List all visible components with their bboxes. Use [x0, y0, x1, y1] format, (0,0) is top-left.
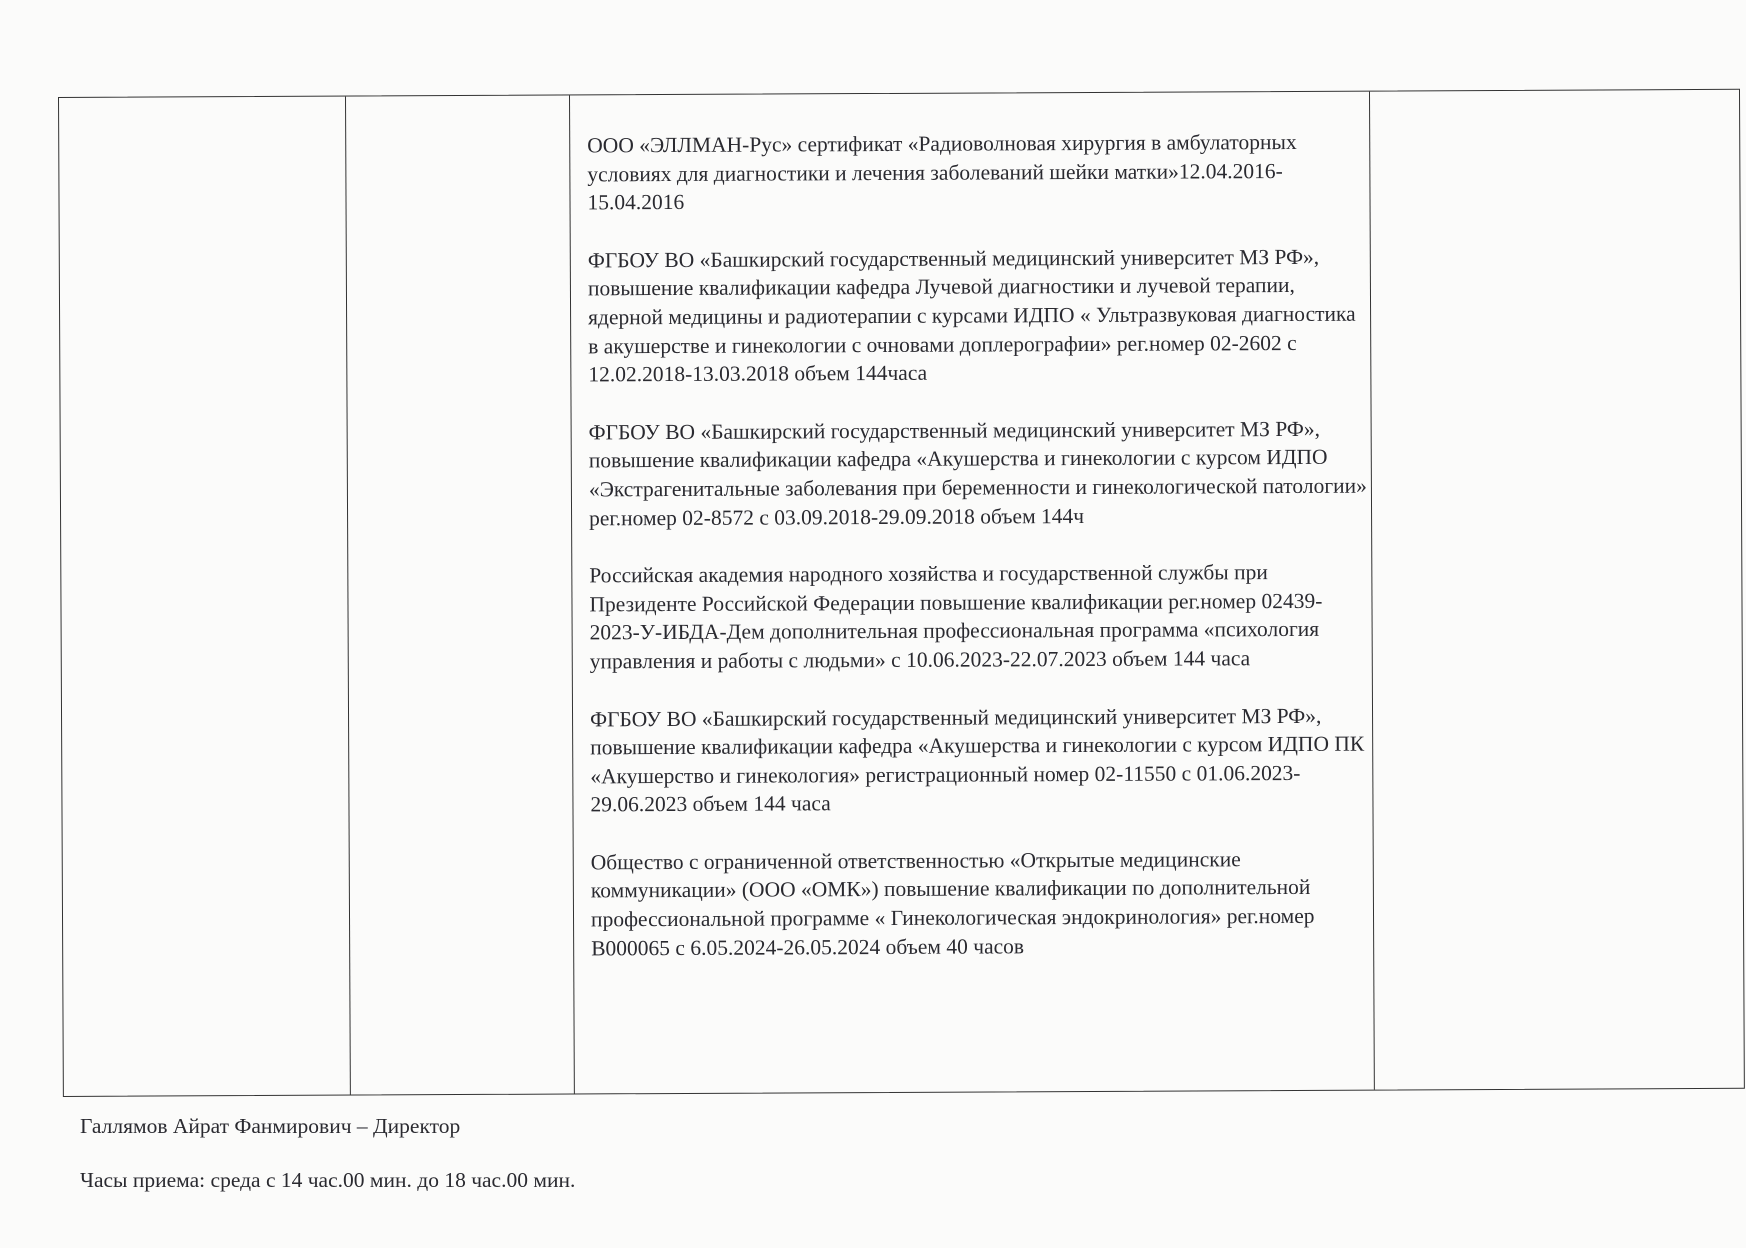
column-divider: [345, 97, 351, 1095]
qualification-entry: Российская академия народного хозяйства и государственной службы при Президенте Российской Федерации повышение квалификации рег.номер 02439-2023-У-ИБДА-Дем дополнительная профессиональная программа «психология управления и работы с людьми» с 10.06.2023-22.07.2023 объем 144 часа: [589, 560, 1323, 674]
qualification-entry: ФГБОУ ВО «Башкирский государственный медицинский университет МЗ РФ», повышение квалификации кафедра «Акушерства и гинекологии с курсом ИДПО «Экстрагенитальные заболевания при беременности и гинекологической патологии» рег.номер 02-8572 с 03.09.2018-29.09.2018 объем 144ч: [588, 416, 1367, 530]
qualification-entry: ФГБОУ ВО «Башкирский государственный медицинский университет МЗ РФ», повышение квалификации кафедра «Акушерства и гинекологии с курсом ИДПО ПК «Акушерство и гинекология» регистрационный номер 02-11550 с 01.06.2023-29.06.2023 объем 144 часа: [589, 703, 1365, 817]
director-line: Галлямов Айрат Фанмирович – Директор: [80, 1114, 461, 1138]
column-divider: [569, 95, 575, 1093]
qualifications-table: [58, 89, 1745, 1097]
qualification-entry: ООО «ЭЛЛМАН-Рус» сертификат «Радиоволновая хирургия в амбулаторных условиях для диагностики и лечения заболеваний шейки матки»12.04.2016-15.04.2016: [587, 129, 1297, 215]
reception-hours: Часы приема: среда с 14 час.00 мин. до 18 час.00 мин.: [80, 1168, 576, 1192]
qualifications-cell: [587, 128, 1371, 992]
qualification-entry: Общество с ограниченной ответственностью «Открытые медицинские коммуникации» (ООО «ОМК») повышение квалификации по дополнительной профессиональной программе « Гинекологическая эндокринология» рег.номер В000065 с 6.05.2024-26.05.2024 объем 40 часов: [590, 847, 1315, 961]
qualification-entry: ФГБОУ ВО «Башкирский государственный медицинский университет МЗ РФ», повышение квалификации кафедра Лучевой диагностики и лучевой терапии, ядерной медицины и радиотерапии с курсами ИДПО « Ультразвуковая диагностика в акушерстве и гинекологии с очновами доплерографии» рег.номер 02-2602 с 12.02.2018-13.03.2018 объем 144часа: [587, 244, 1356, 387]
